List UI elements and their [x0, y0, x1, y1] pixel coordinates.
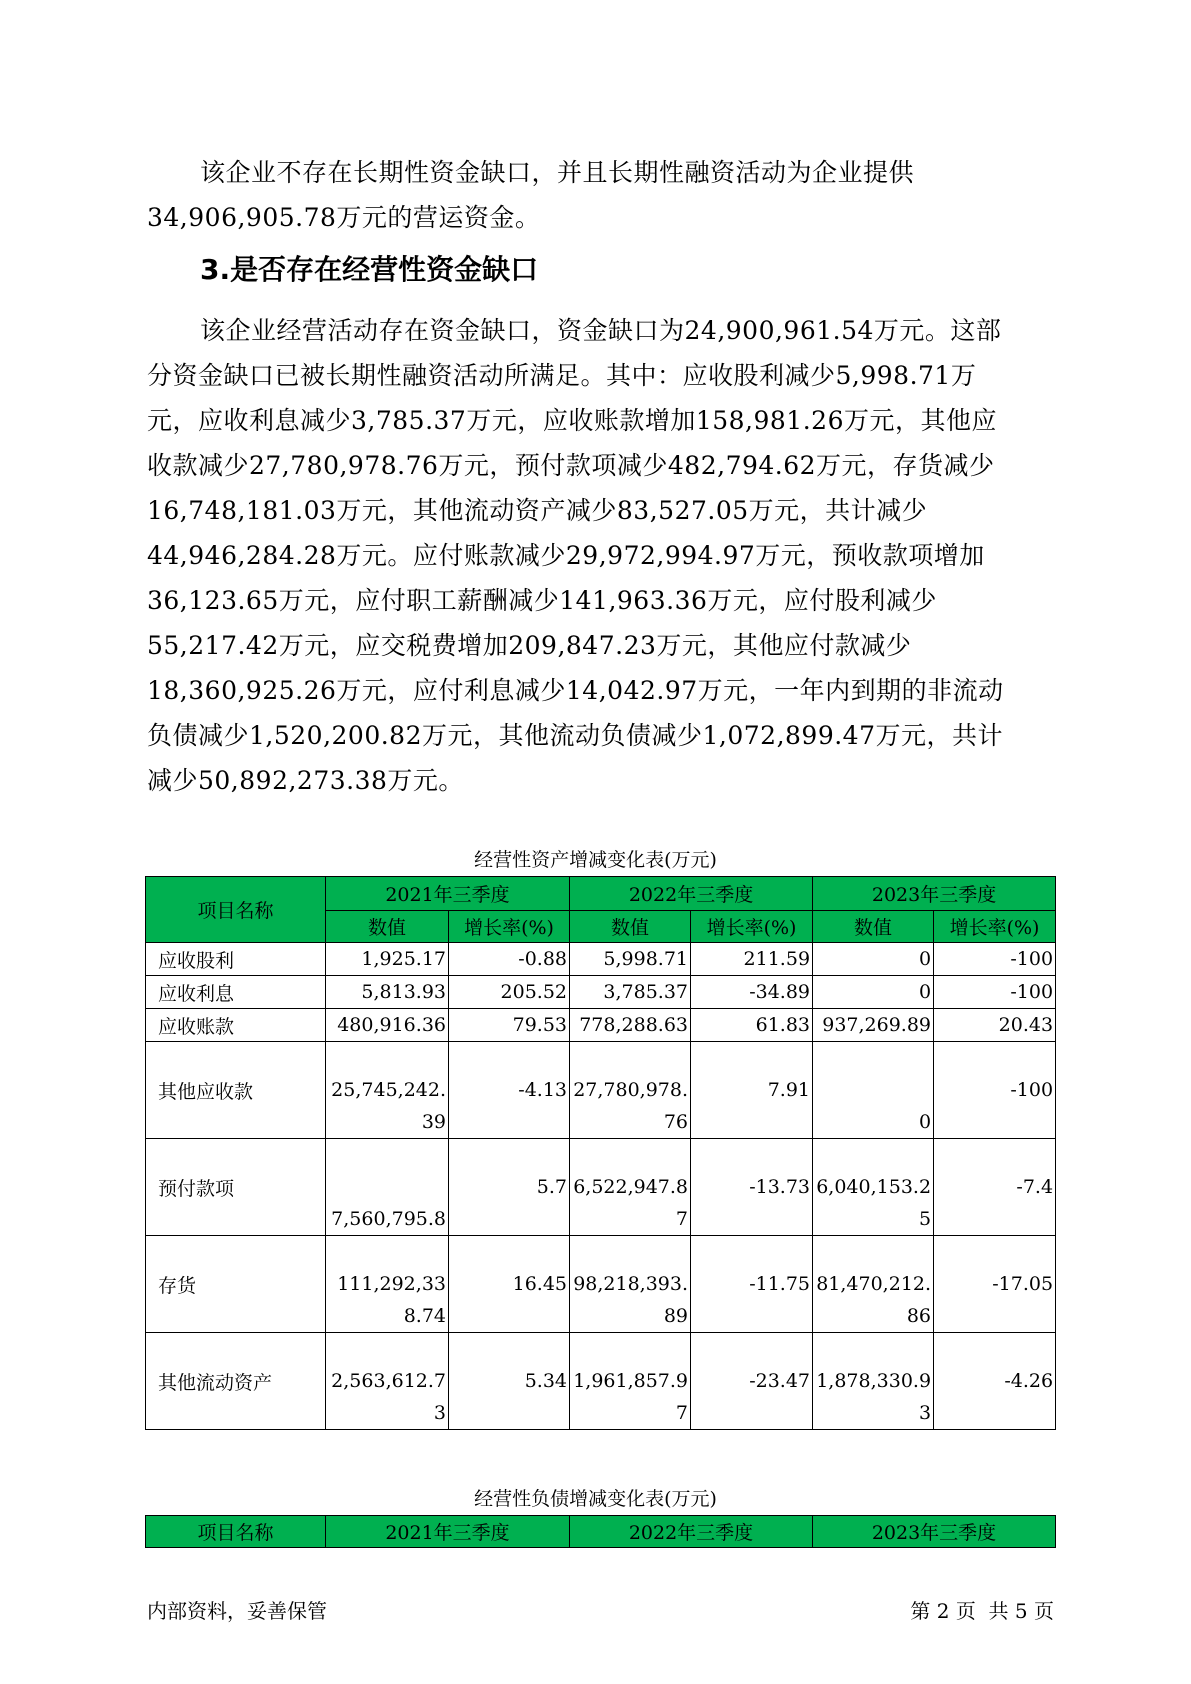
- row-name: 其他流动资产: [146, 1333, 326, 1430]
- cell-value: 480,916.36: [326, 1009, 449, 1042]
- cell-rate: -100: [934, 976, 1056, 1009]
- text-line: 负债减少1,520,200.82万元，其他流动负债减少1,072,899.47万元，共计: [147, 721, 1003, 750]
- header-value: 数值: [813, 911, 934, 943]
- table-row: [146, 1042, 1056, 1139]
- cell-rate: 61.83: [691, 1009, 813, 1042]
- text-line: 34,906,905.78万元的营运资金。: [147, 203, 541, 232]
- cell-value: 778,288.63: [570, 1009, 691, 1042]
- cell-rate: -34.89: [691, 976, 813, 1009]
- cell-rate: -4.13: [449, 1042, 570, 1139]
- header-period: 2023年三季度: [813, 877, 1056, 911]
- table-caption-liabilities: 经营性负债增减变化表(万元): [474, 1488, 717, 1510]
- cell-value: 0: [813, 943, 934, 976]
- text-line: 55,217.42万元，应交税费增加209,847.23万元，其他应付款减少: [147, 631, 912, 660]
- cell-rate: -7.4: [934, 1139, 1056, 1236]
- cell-value: 3,785.37: [570, 976, 691, 1009]
- cell-value: 25,745,242.39: [326, 1042, 449, 1139]
- header-item-name: 项目名称: [146, 877, 326, 943]
- footer-confidential: 内部资料，妥善保管: [147, 1599, 327, 1623]
- text-line: 收款减少27,780,978.76万元，预付款项减少482,794.62万元，存货减少: [147, 451, 995, 480]
- table-caption-assets: 经营性资产增减变化表(万元): [474, 849, 717, 871]
- cell-rate: 16.45: [449, 1236, 570, 1333]
- cell-value: 1,878,330.93: [813, 1333, 934, 1430]
- cell-value: 98,218,393.89: [570, 1236, 691, 1333]
- paragraph-long-term-gap: [147, 150, 1052, 240]
- cell-rate: 5.34: [449, 1333, 570, 1430]
- cell-value: 81,470,212.86: [813, 1236, 934, 1333]
- text-line: 18,360,925.26万元，应付利息减少14,042.97万元，一年内到期的非流动: [147, 676, 1004, 705]
- cell-value: 5,998.71: [570, 943, 691, 976]
- header-period: 2023年三季度: [813, 1516, 1056, 1548]
- row-name: 其他应收款: [146, 1042, 326, 1139]
- table-row: [146, 1236, 1056, 1333]
- row-name: 应收账款: [146, 1009, 326, 1042]
- cell-value: 7,560,795.8: [326, 1139, 449, 1236]
- cell-rate: -11.75: [691, 1236, 813, 1333]
- cell-rate: 205.52: [449, 976, 570, 1009]
- cell-value: 937,269.89: [813, 1009, 934, 1042]
- cell-rate: 20.43: [934, 1009, 1056, 1042]
- operating-liabilities-table: [145, 1515, 1056, 1548]
- table-row: [146, 943, 1056, 976]
- cell-rate: 5.7: [449, 1139, 570, 1236]
- operating-assets-table: [145, 876, 1056, 1430]
- cell-rate: 7.91: [691, 1042, 813, 1139]
- cell-value: 27,780,978.76: [570, 1042, 691, 1139]
- text-line: 36,123.65万元，应付职工薪酬减少141,963.36万元，应付股利减少: [147, 586, 937, 615]
- cell-rate: -100: [934, 943, 1056, 976]
- header-rate: 增长率(%): [934, 911, 1056, 943]
- text-line: 该企业经营活动存在资金缺口，资金缺口为24,900,961.54万元。这部: [200, 316, 1002, 345]
- cell-rate: -4.26: [934, 1333, 1056, 1430]
- row-name: 应收利息: [146, 976, 326, 1009]
- text-line: 元，应收利息减少3,785.37万元，应收账款增加158,981.26万元，其他应: [147, 406, 997, 435]
- cell-rate: -0.88: [449, 943, 570, 976]
- cell-value: 2,563,612.73: [326, 1333, 449, 1430]
- header-rate: 增长率(%): [691, 911, 813, 943]
- cell-rate: -13.73: [691, 1139, 813, 1236]
- cell-value: 1,925.17: [326, 943, 449, 976]
- header-rate: 增长率(%): [449, 911, 570, 943]
- cell-value: 0: [813, 976, 934, 1009]
- cell-rate: 211.59: [691, 943, 813, 976]
- text-line: 16,748,181.03万元，其他流动资产减少83,527.05万元，共计减少: [147, 496, 928, 525]
- table-row: [146, 1333, 1056, 1430]
- header-period: 2022年三季度: [570, 1516, 813, 1548]
- text-line: 分资金缺口已被长期性融资活动所满足。其中：应收股利减少5,998.71万: [147, 361, 977, 390]
- cell-rate: -100: [934, 1042, 1056, 1139]
- header-item-name: 项目名称: [146, 1516, 326, 1548]
- row-name: 存货: [146, 1236, 326, 1333]
- cell-rate: -23.47: [691, 1333, 813, 1430]
- header-period: 2021年三季度: [326, 877, 570, 911]
- cell-value: 6,040,153.25: [813, 1139, 934, 1236]
- cell-value: 1,961,857.97: [570, 1333, 691, 1430]
- header-period: 2022年三季度: [570, 877, 813, 911]
- row-name: 预付款项: [146, 1139, 326, 1236]
- header-value: 数值: [570, 911, 691, 943]
- header-period: 2021年三季度: [326, 1516, 570, 1548]
- table-row: [146, 1009, 1056, 1042]
- text-line: 该企业不存在长期性资金缺口，并且长期性融资活动为企业提供: [200, 158, 915, 187]
- table-row: [146, 1139, 1056, 1236]
- page-number: 第 2 页 共 5 页: [910, 1599, 1054, 1623]
- cell-value: 111,292,338.74: [326, 1236, 449, 1333]
- cell-rate: 79.53: [449, 1009, 570, 1042]
- header-value: 数值: [326, 911, 449, 943]
- cell-value: 5,813.93: [326, 976, 449, 1009]
- cell-value: 0: [813, 1042, 934, 1139]
- cell-rate: -17.05: [934, 1236, 1056, 1333]
- cell-value: 6,522,947.87: [570, 1139, 691, 1236]
- text-line: 减少50,892,273.38万元。: [147, 766, 464, 795]
- text-line: 44,946,284.28万元。应付账款减少29,972,994.97万元，预收款项增加: [147, 541, 985, 570]
- section-heading: 3.是否存在经营性资金缺口: [200, 253, 539, 286]
- paragraph-operating-gap: [147, 308, 1052, 803]
- table-row: [146, 976, 1056, 1009]
- row-name: 应收股利: [146, 943, 326, 976]
